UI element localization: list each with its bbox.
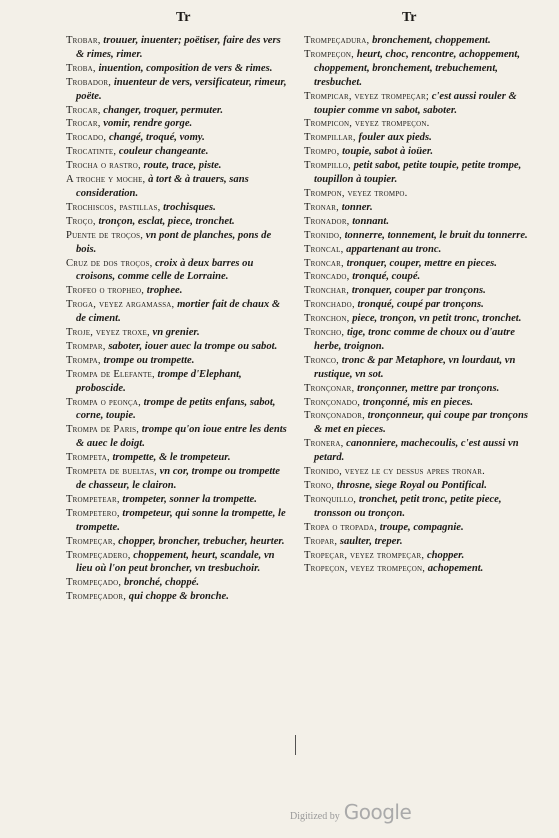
entry-headword: Tronchado, xyxy=(304,299,355,311)
entry-headword: Puente de troços, xyxy=(66,229,144,241)
dictionary-entry xyxy=(304,90,536,118)
entry-headword: Trompillar, xyxy=(304,132,356,144)
entry-headword: Tronido, xyxy=(304,229,342,241)
dictionary-entry xyxy=(66,145,288,159)
entry-headword: Trompo, xyxy=(304,146,340,158)
entry-definition: tronquer, couper par tronçons. xyxy=(351,285,486,297)
entry-headword: Tronçonador, xyxy=(304,410,365,422)
entry-headword: Trobador, xyxy=(66,76,112,88)
entry-headword: Tronco, xyxy=(304,354,340,366)
entry-definition: changé, troqué, vomy. xyxy=(108,132,205,144)
dictionary-entry xyxy=(66,340,288,354)
entry-headword: Tronchar, xyxy=(304,285,350,297)
entry-headword: Trocar, xyxy=(66,118,101,130)
entry-definition: trompeter, sonner la trompette. xyxy=(122,493,257,505)
entry-definition: troupe, compagnie. xyxy=(379,521,464,533)
entry-definition: changer, troquer, permuter. xyxy=(103,104,224,116)
dictionary-entry xyxy=(66,493,288,507)
entry-headword: Tronador, xyxy=(304,215,350,227)
dictionary-entry xyxy=(304,298,536,312)
dictionary-entry xyxy=(304,270,536,284)
entry-definition: inuention, composition de vers & rimes. xyxy=(98,62,273,74)
entry-definition: bronchement, choppement. xyxy=(372,35,491,46)
entry-definition: petit sabot, petite toupie, petite trompe, toupillon à toupier. xyxy=(314,160,522,186)
entry-definition: throsne, siege Royal ou Pontifical. xyxy=(336,480,487,491)
dictionary-entry xyxy=(304,493,536,521)
entry-definition: croix à deux barres ou croisons, comme celle de Lorraine. xyxy=(76,257,254,283)
entry-definition: couleur changeante. xyxy=(118,146,209,158)
entry-definition: tronc & par Metaphore, vn lourdaut, vn rustique, vn sot. xyxy=(314,354,516,380)
dictionary-entry xyxy=(304,117,536,131)
entry-headword: Trocatinte, xyxy=(66,146,117,158)
dictionary-entry xyxy=(66,423,288,451)
dictionary-entry xyxy=(304,257,536,271)
entry-definition: chopper, broncher, trebucher, heurter. xyxy=(118,535,285,547)
entry-headword: A troche y moche, xyxy=(66,174,146,186)
dictionary-entry xyxy=(304,382,536,396)
entry-headword: Tronquillo, xyxy=(304,493,357,505)
dictionary-entry xyxy=(304,437,536,465)
entry-definition: route, trace, piste. xyxy=(143,160,222,172)
dictionary-entry xyxy=(66,173,288,201)
dictionary-entry xyxy=(66,535,288,549)
entry-headword: Trompicon, veyez trompeçon. xyxy=(304,118,430,130)
entry-definition: choppement, heurt, scandale, vn lieu où l'on peut broncher, vn tresbuchoir. xyxy=(76,549,275,575)
entry-headword: Troncal, xyxy=(304,243,344,255)
entry-definition: tonnant. xyxy=(352,215,390,227)
entry-headword: Trocar, xyxy=(66,104,101,116)
entry-definition: bronché, choppé. xyxy=(123,577,199,589)
entry-definition: à tort & à trauers, sans consideration. xyxy=(76,174,249,199)
entry-headword: Tronido, veyez le cy dessus apres tronar. xyxy=(304,466,485,478)
entry-definition: trompe d'Elephant, proboscide. xyxy=(76,368,242,394)
entry-definition: tronçon, esclat, piece, tronchet. xyxy=(98,215,235,227)
entry-headword: Trompillo, xyxy=(304,160,351,172)
dictionary-entry xyxy=(66,201,288,215)
entry-headword: Trompicar, veyez trompeçar; xyxy=(304,90,430,102)
entry-definition: trompe ou trompette. xyxy=(103,354,195,366)
entry-headword: Trompa o peonça, xyxy=(66,396,141,408)
dictionary-entry xyxy=(66,34,288,62)
entry-headword: Trocado, xyxy=(66,132,107,144)
dictionary-entry xyxy=(66,159,288,173)
entry-definition: mortier fait de chaux & de ciment. xyxy=(76,299,281,325)
entry-definition: trophee. xyxy=(146,285,183,297)
dictionary-entry xyxy=(66,507,288,535)
entry-headword: Tropeçar, veyez trompeçar, xyxy=(304,549,425,561)
dictionary-entry xyxy=(304,312,536,326)
entry-headword: Trompeta, xyxy=(66,452,110,464)
dictionary-entry xyxy=(304,549,536,563)
entry-headword: Tropar, xyxy=(304,535,338,547)
dictionary-entry xyxy=(66,326,288,340)
entry-definition: tonner. xyxy=(341,201,373,213)
dictionary-entry xyxy=(304,48,536,90)
column-rule xyxy=(295,735,296,755)
entry-headword: Tropa o tropada, xyxy=(304,521,378,533)
dictionary-entry xyxy=(66,284,288,298)
entry-definition: vn grenier. xyxy=(152,327,200,339)
entry-headword: Trompeçadura, xyxy=(304,35,370,46)
dictionary-entry xyxy=(304,396,536,410)
entry-headword: Trompeçon, xyxy=(304,48,355,60)
entry-definition: c'est aussi rouler & toupier comme vn sabot, saboter. xyxy=(314,90,517,116)
entry-definition: tronçonneur, qui coupe par tronçons & met en pieces. xyxy=(314,410,528,436)
entry-definition: appartenant au tronc. xyxy=(346,243,442,255)
entry-headword: Troncado, xyxy=(304,271,350,283)
entry-definition: trompe de petits enfans, sabot, corne, toupie. xyxy=(76,396,276,422)
page-header-right: Tr xyxy=(402,10,417,25)
entry-headword: Trobar, xyxy=(66,35,101,46)
entry-headword: Troje, veyez troxe, xyxy=(66,327,150,339)
dictionary-entry xyxy=(304,243,536,257)
entry-definition: vn cor, trompe ou trompette de chasseur, le clairon. xyxy=(76,466,280,491)
footer-prefix: Digitized by xyxy=(290,811,340,822)
dictionary-entry xyxy=(304,34,536,48)
dictionary-entry xyxy=(304,354,536,382)
entry-definition: tronquer, couper, mettre en pieces. xyxy=(346,257,497,269)
dictionary-entry xyxy=(66,215,288,229)
entry-headword: Tronera, xyxy=(304,438,344,450)
entry-definition: tronqué, coupé par tronçons. xyxy=(357,299,484,311)
left-column xyxy=(66,34,288,604)
dictionary-entry xyxy=(66,576,288,590)
entry-headword: Tronar, xyxy=(304,201,340,213)
entry-headword: Trompeçar, xyxy=(66,535,116,547)
entry-definition: tige, tronc comme de choux ou d'autre herbe, troignon. xyxy=(314,327,515,352)
entry-definition: toupie, sabot à ioüer. xyxy=(342,146,434,158)
entry-definition: achopement. xyxy=(427,563,484,575)
dictionary-entry xyxy=(304,159,536,187)
entry-definition: canonniere, machecoulis, c'est aussi vn petard. xyxy=(314,438,519,464)
dictionary-entry xyxy=(66,451,288,465)
entry-headword: Trompetear, xyxy=(66,493,120,505)
entry-headword: Troga, veyez argamassa, xyxy=(66,299,175,311)
dictionary-entry xyxy=(66,62,288,76)
entry-definition: saboter, iouer auec la trompe ou sabot. xyxy=(108,340,278,352)
entry-definition: tronçonner, mettre par tronçons. xyxy=(357,382,500,394)
entry-headword: Trompeçador, xyxy=(66,591,127,603)
dictionary-entry xyxy=(66,229,288,257)
entry-headword: Trompa, xyxy=(66,354,101,366)
dictionary-entry xyxy=(304,229,536,243)
entry-headword: Trompeçado, xyxy=(66,577,122,589)
entry-definition: tronchet, petit tronc, petite piece, tronsson ou tronçon. xyxy=(314,493,502,519)
entry-headword: Trocha o rastro, xyxy=(66,160,141,172)
dictionary-entry xyxy=(66,590,288,604)
dictionary-entry xyxy=(66,298,288,326)
dictionary-entry xyxy=(66,368,288,396)
entry-definition: heurt, choc, rencontre, achoppement, choppement, bronchement, trebuchement, tresbuchet. xyxy=(314,48,521,88)
entry-headword: Tronçonar, xyxy=(304,382,355,394)
dictionary-entry xyxy=(66,354,288,368)
entry-definition: fouler aux pieds. xyxy=(358,132,432,144)
entry-headword: Troço, xyxy=(66,215,96,227)
dictionary-entry xyxy=(304,465,536,479)
entry-definition: tonnerre, tonnement, le bruit du tonnerre. xyxy=(344,229,528,241)
entry-headword: Tronçonado, xyxy=(304,396,361,408)
dictionary-entry xyxy=(304,145,536,159)
entry-headword: Trompon, veyez trompo. xyxy=(304,187,408,199)
entry-headword: Trompa de Paris, xyxy=(66,424,140,436)
dictionary-entry xyxy=(66,465,288,493)
entry-headword: Tropeçon, veyez trompeçon, xyxy=(304,563,426,575)
entry-headword: Trompetero, xyxy=(66,507,120,519)
entry-definition: chopper. xyxy=(426,549,465,561)
right-column xyxy=(304,34,536,576)
dictionary-entry xyxy=(66,549,288,577)
page-header-left: Tr xyxy=(176,10,191,25)
dictionary-entry xyxy=(304,131,536,145)
entry-headword: Troncar, xyxy=(304,257,344,269)
google-logo: Google xyxy=(343,800,412,824)
entry-headword: Trompa de Elefante, xyxy=(66,368,155,380)
dictionary-entry xyxy=(66,117,288,131)
entry-definition: trompe qu'on ioue entre les dents & auec le doigt. xyxy=(76,424,287,450)
entry-headword: Troncho, xyxy=(304,327,345,339)
entry-headword: Trompeçadero, xyxy=(66,549,131,561)
dictionary-entry xyxy=(304,521,536,535)
dictionary-entry xyxy=(304,562,536,576)
dictionary-entry xyxy=(304,479,536,493)
entry-definition: trompeteur, qui sonne la trompette, le trompette. xyxy=(76,507,286,533)
entry-definition: piece, tronçon, vn petit tronc, tronchet. xyxy=(352,313,522,325)
entry-headword: Trochiscos, pastillas, xyxy=(66,201,161,213)
dictionary-entry xyxy=(304,326,536,354)
dictionary-entry xyxy=(66,257,288,285)
digitized-footer xyxy=(290,800,411,824)
dictionary-entry xyxy=(66,104,288,118)
entry-definition: vn pont de planches, pons de bois. xyxy=(76,229,272,255)
entry-definition: trochisques. xyxy=(163,201,216,213)
dictionary-entry xyxy=(304,284,536,298)
entry-headword: Cruz de dos troços, xyxy=(66,257,153,269)
entry-headword: Trofeo o tropheo, xyxy=(66,285,145,297)
dictionary-entry xyxy=(304,187,536,201)
dictionary-entry xyxy=(66,131,288,145)
entry-definition: qui choppe & bronche. xyxy=(128,591,229,603)
entry-headword: Trompeta de bueltas, xyxy=(66,466,157,478)
dictionary-entry xyxy=(66,76,288,104)
entry-definition: tronqué, coupé. xyxy=(352,271,421,283)
entry-definition: vomir, rendre gorge. xyxy=(103,118,193,130)
entry-definition: trouuer, inuenter; poëtiser, faire des vers & rimes, rimer. xyxy=(76,35,281,60)
entry-headword: Troba, xyxy=(66,62,96,74)
entry-headword: Tronchon, xyxy=(304,313,350,325)
entry-headword: Trono, xyxy=(304,480,335,491)
dictionary-entry xyxy=(304,409,536,437)
dictionary-entry xyxy=(304,215,536,229)
entry-definition: trompette, & le trompeteur. xyxy=(112,452,231,464)
entry-definition: tronçonné, mis en pieces. xyxy=(362,396,474,408)
entry-definition: inuenteur de vers, versificateur, rimeur, poëte. xyxy=(76,76,287,102)
dictionary-entry xyxy=(304,535,536,549)
dictionary-entry xyxy=(304,201,536,215)
dictionary-entry xyxy=(66,396,288,424)
entry-definition: saulter, treper. xyxy=(339,535,403,547)
entry-headword: Trompar, xyxy=(66,340,106,352)
